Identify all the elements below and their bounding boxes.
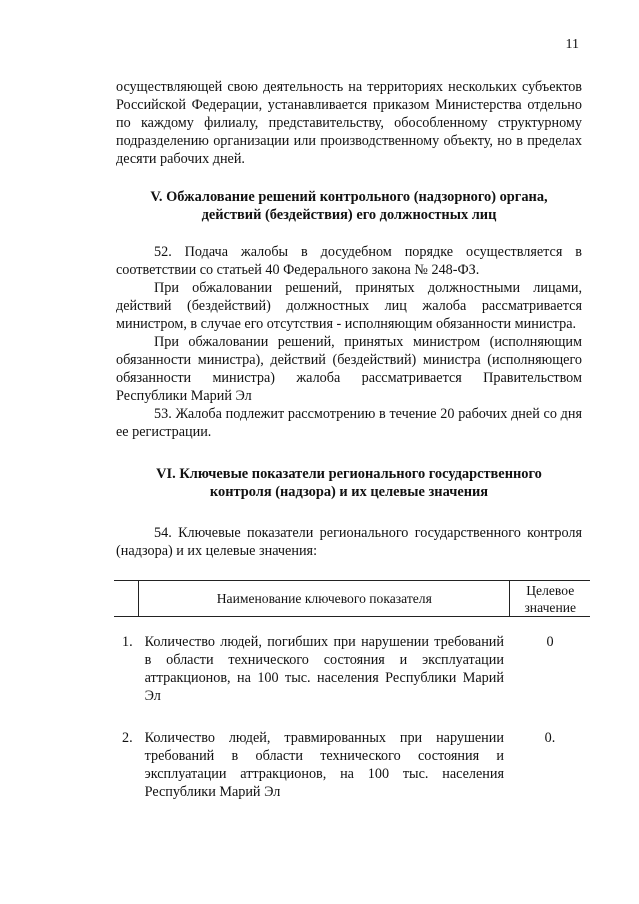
paragraph-52-minister: При обжаловании решений, принятых министром (исполняющим обязанности министра), действий (бездействий) министра (исполняющего обязанности министра) жалоба рассматривается Правительством Республики Марий Эл [116,334,582,404]
document-body [116,78,582,801]
row-number: 2. [121,730,133,746]
table-header-target-line-1: Целевое [526,582,575,598]
paragraph-53: 53. Жалоба подлежит рассмотрению в течение 20 рабочих дней со дня ее регистрации. [116,406,582,440]
page-number: 11 [565,37,579,52]
paragraph-54: 54. Ключевые показатели регионального государственного контроля (надзора) и их целевые значения: [116,525,582,559]
row-indicator-name: Количество людей, травмированных при нарушении требований в области технического состояния и эксплуатации аттракционов, на 100 тыс. населения Республики Марий Эл [144,730,504,800]
table-row [114,729,590,801]
table-header-indicator: Наименование ключевого показателя [139,581,510,617]
row-number: 1. [121,634,133,650]
key-indicators-table [114,580,590,801]
table-header-target [510,581,590,617]
row-indicator-name: Количество людей, погибших при нарушении требований в области технического состояния и эксплуатации аттракционов, на 100 тыс. населения Республики Марий Эл [144,634,504,704]
row-target-value: 0. [544,730,556,746]
section-6-heading-line-1: VI. Ключевые показатели регионального государственного [156,466,542,482]
table-header-number [114,581,139,617]
section-6-heading-line-2: контроля (надзора) и их целевые значения [209,484,489,500]
continuation-paragraph: осуществляющей свою деятельность на территориях нескольких субъектов Российской Федерации, устанавливается приказом Министерства отдельно по каждому филиалу, представительству, обособленному структурному подразделению организации или производственному объекту, но в пределах десяти рабочих дней. [116,79,582,167]
section-5-heading-line-2: действий (бездействия) его должностных лиц [201,207,497,223]
paragraph-52-officials: При обжаловании решений, принятых должностными лицами, действий (бездействий) должностных лиц жалоба рассматривается министром, в случае его отсутствия - исполняющим обязанности министра. [116,280,582,332]
table-row [114,633,590,705]
table-header-target-line-2: значение [524,599,577,615]
table-header-row [114,581,590,617]
paragraph-52: 52. Подача жалобы в досудебном порядке осуществляется в соответствии со статьей 40 Федерального закона № 248-ФЗ. [116,244,582,278]
section-5-heading-line-1: V. Обжалование решений контрольного (надзорного) органа, [150,189,548,205]
row-target-value: 0 [546,634,554,650]
